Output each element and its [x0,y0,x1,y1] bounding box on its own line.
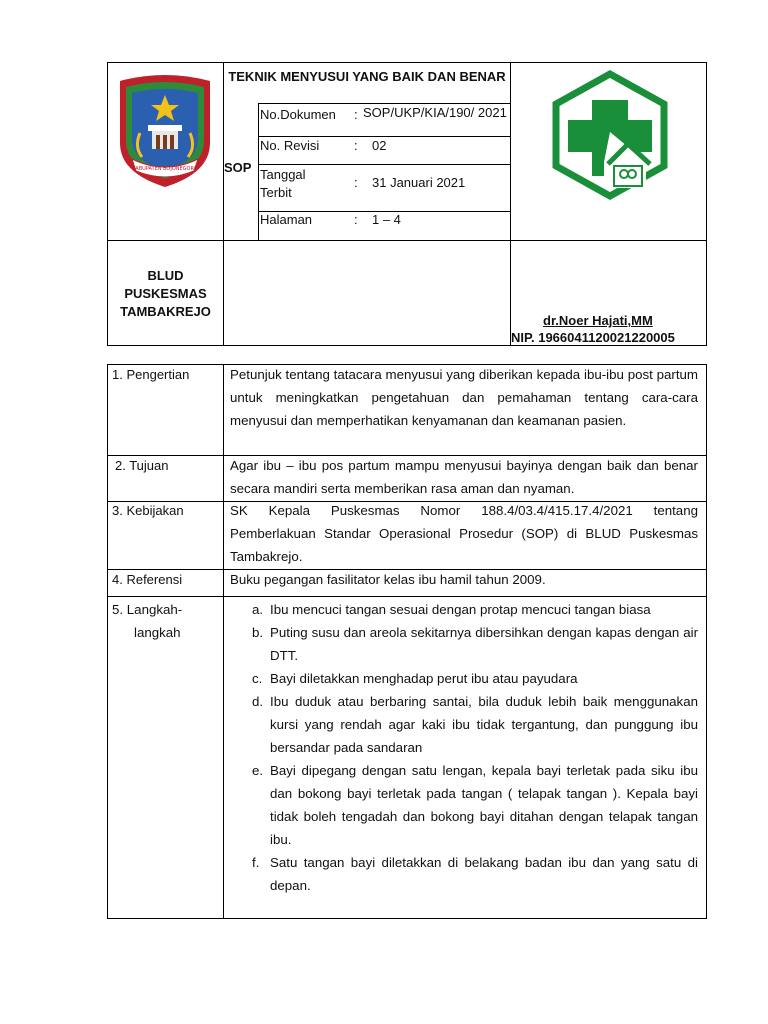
page-value: 1 – 4 [372,212,401,227]
issue-date-sep: : [354,175,358,190]
issue-date-label [260,166,340,202]
section-text-referensi: Buku pegangan fasilitator kelas ibu hamil tahun 2009. [230,572,546,587]
list-item [225,690,698,759]
step-text: Ibu duduk atau berbaring santai, bila duduk lebih baik menggunakan kursi yang rendah agar kaki ibu tidak tergantung, dan punggung ibu bersandar pada sandaran [270,694,698,755]
step-text: Bayi diletakkan menghadap perut ibu atau payudara [270,671,578,686]
crest-banner-text: KABUPATEN BOJONEGORO [132,166,198,172]
step-text: Ibu mencuci tangan sesuai dengan protap mencuci tangan biasa [270,602,651,617]
list-item [225,667,698,690]
document-title [226,69,508,84]
section-text-tujuan: Agar ibu – ibu pos partum mampu menyusui bayinya dengan baik dan benar secara mandiri serta memberikan rasa aman dan nyaman. [230,458,698,496]
section-label-langkah [112,598,182,644]
step-marker: d. [252,694,264,709]
doc-number-value [363,105,508,120]
institution-line-2: PUSKESMAS [124,286,207,301]
puskesmas-logo [548,70,672,200]
section-label-langkah-line-2: langkah [134,625,181,640]
section-label-kebijakan: 3. Kebijakan [112,503,184,518]
issue-date-label-text: Tanggal Terbit [260,167,306,200]
section-label-tujuan: 2. Tujuan [115,458,169,473]
institution-name [108,267,223,321]
signer-nip: NIP. 196604112002122000​5 [511,330,675,345]
step-marker: e. [252,763,264,778]
doc-number-value-text: SOP/UKP/KIA/190/ 2021 [363,105,507,120]
revision-value: 02 [372,138,387,153]
section-label-pengertian: 1. Pengertian [112,367,190,382]
section-label-langkah-line-1: 5. Langkah- [112,602,183,617]
steps-list [225,598,698,897]
doc-number-sep: : [354,107,358,122]
revision-label: No. Revisi [260,138,320,153]
section-text-kebijakan: SK Kepala Puskesmas Nomor 188.4/03.4/415.17.4/2021 tentang Pemberlakuan Standar Operasional Prosedur (SOP) di BLUD Puskesmas Tambakrejo. [230,503,698,564]
list-item [225,598,698,621]
step-marker: b. [252,625,264,640]
step-text: Satu tangan bayi diletakkan di belakang badan ibu dan yang satu di depan. [270,855,698,893]
regency-crest-logo [112,73,218,191]
signer-name-text: dr.Noer Hajati,MM [543,313,653,328]
institution-line-3: TAMBAKREJO [120,304,211,319]
document-title-text: TEKNIK MENYUSUI YANG BAIK DAN BENAR [228,69,506,84]
step-text: Bayi dipegang dengan satu lengan, kepala bayi terletak pada siku ibu dan bokong bayi terletak pada tangan ( telapak tangan ). Kepala bayi tidak boleh tengadah dan bokong bayi ditahan dengan telapak tangan ibu. [270,763,698,847]
step-marker: f. [252,855,260,870]
step-marker: a. [252,602,264,617]
institution-line-1: BLUD [147,268,184,283]
step-marker: c. [252,671,263,686]
section-label-referensi: 4. Referensi [112,572,183,587]
doc-number-label: No.Dokumen [260,107,336,122]
page-sep: : [354,212,358,227]
list-item [225,759,698,851]
sop-label: SOP [224,160,252,175]
page-label: Halaman [260,212,313,227]
list-item [225,851,698,897]
section-text-pengertian: Petunjuk tentang tatacara menyusui yang diberikan kepada ibu-ibu post partum untuk meningkatkan pengetahuan dan pemahaman tentang cara-cara menyusui dan memperhatikan kenyamanan dan keamanan pasien. [230,367,698,428]
step-text: Puting susu dan areola sekitarnya dibersihkan dengan kapas dengan air DTT. [270,625,698,663]
revision-sep: : [354,138,358,153]
issue-date-value: 31 Januari 2021 [372,175,466,190]
list-item [225,621,698,667]
signer-name [543,313,653,329]
